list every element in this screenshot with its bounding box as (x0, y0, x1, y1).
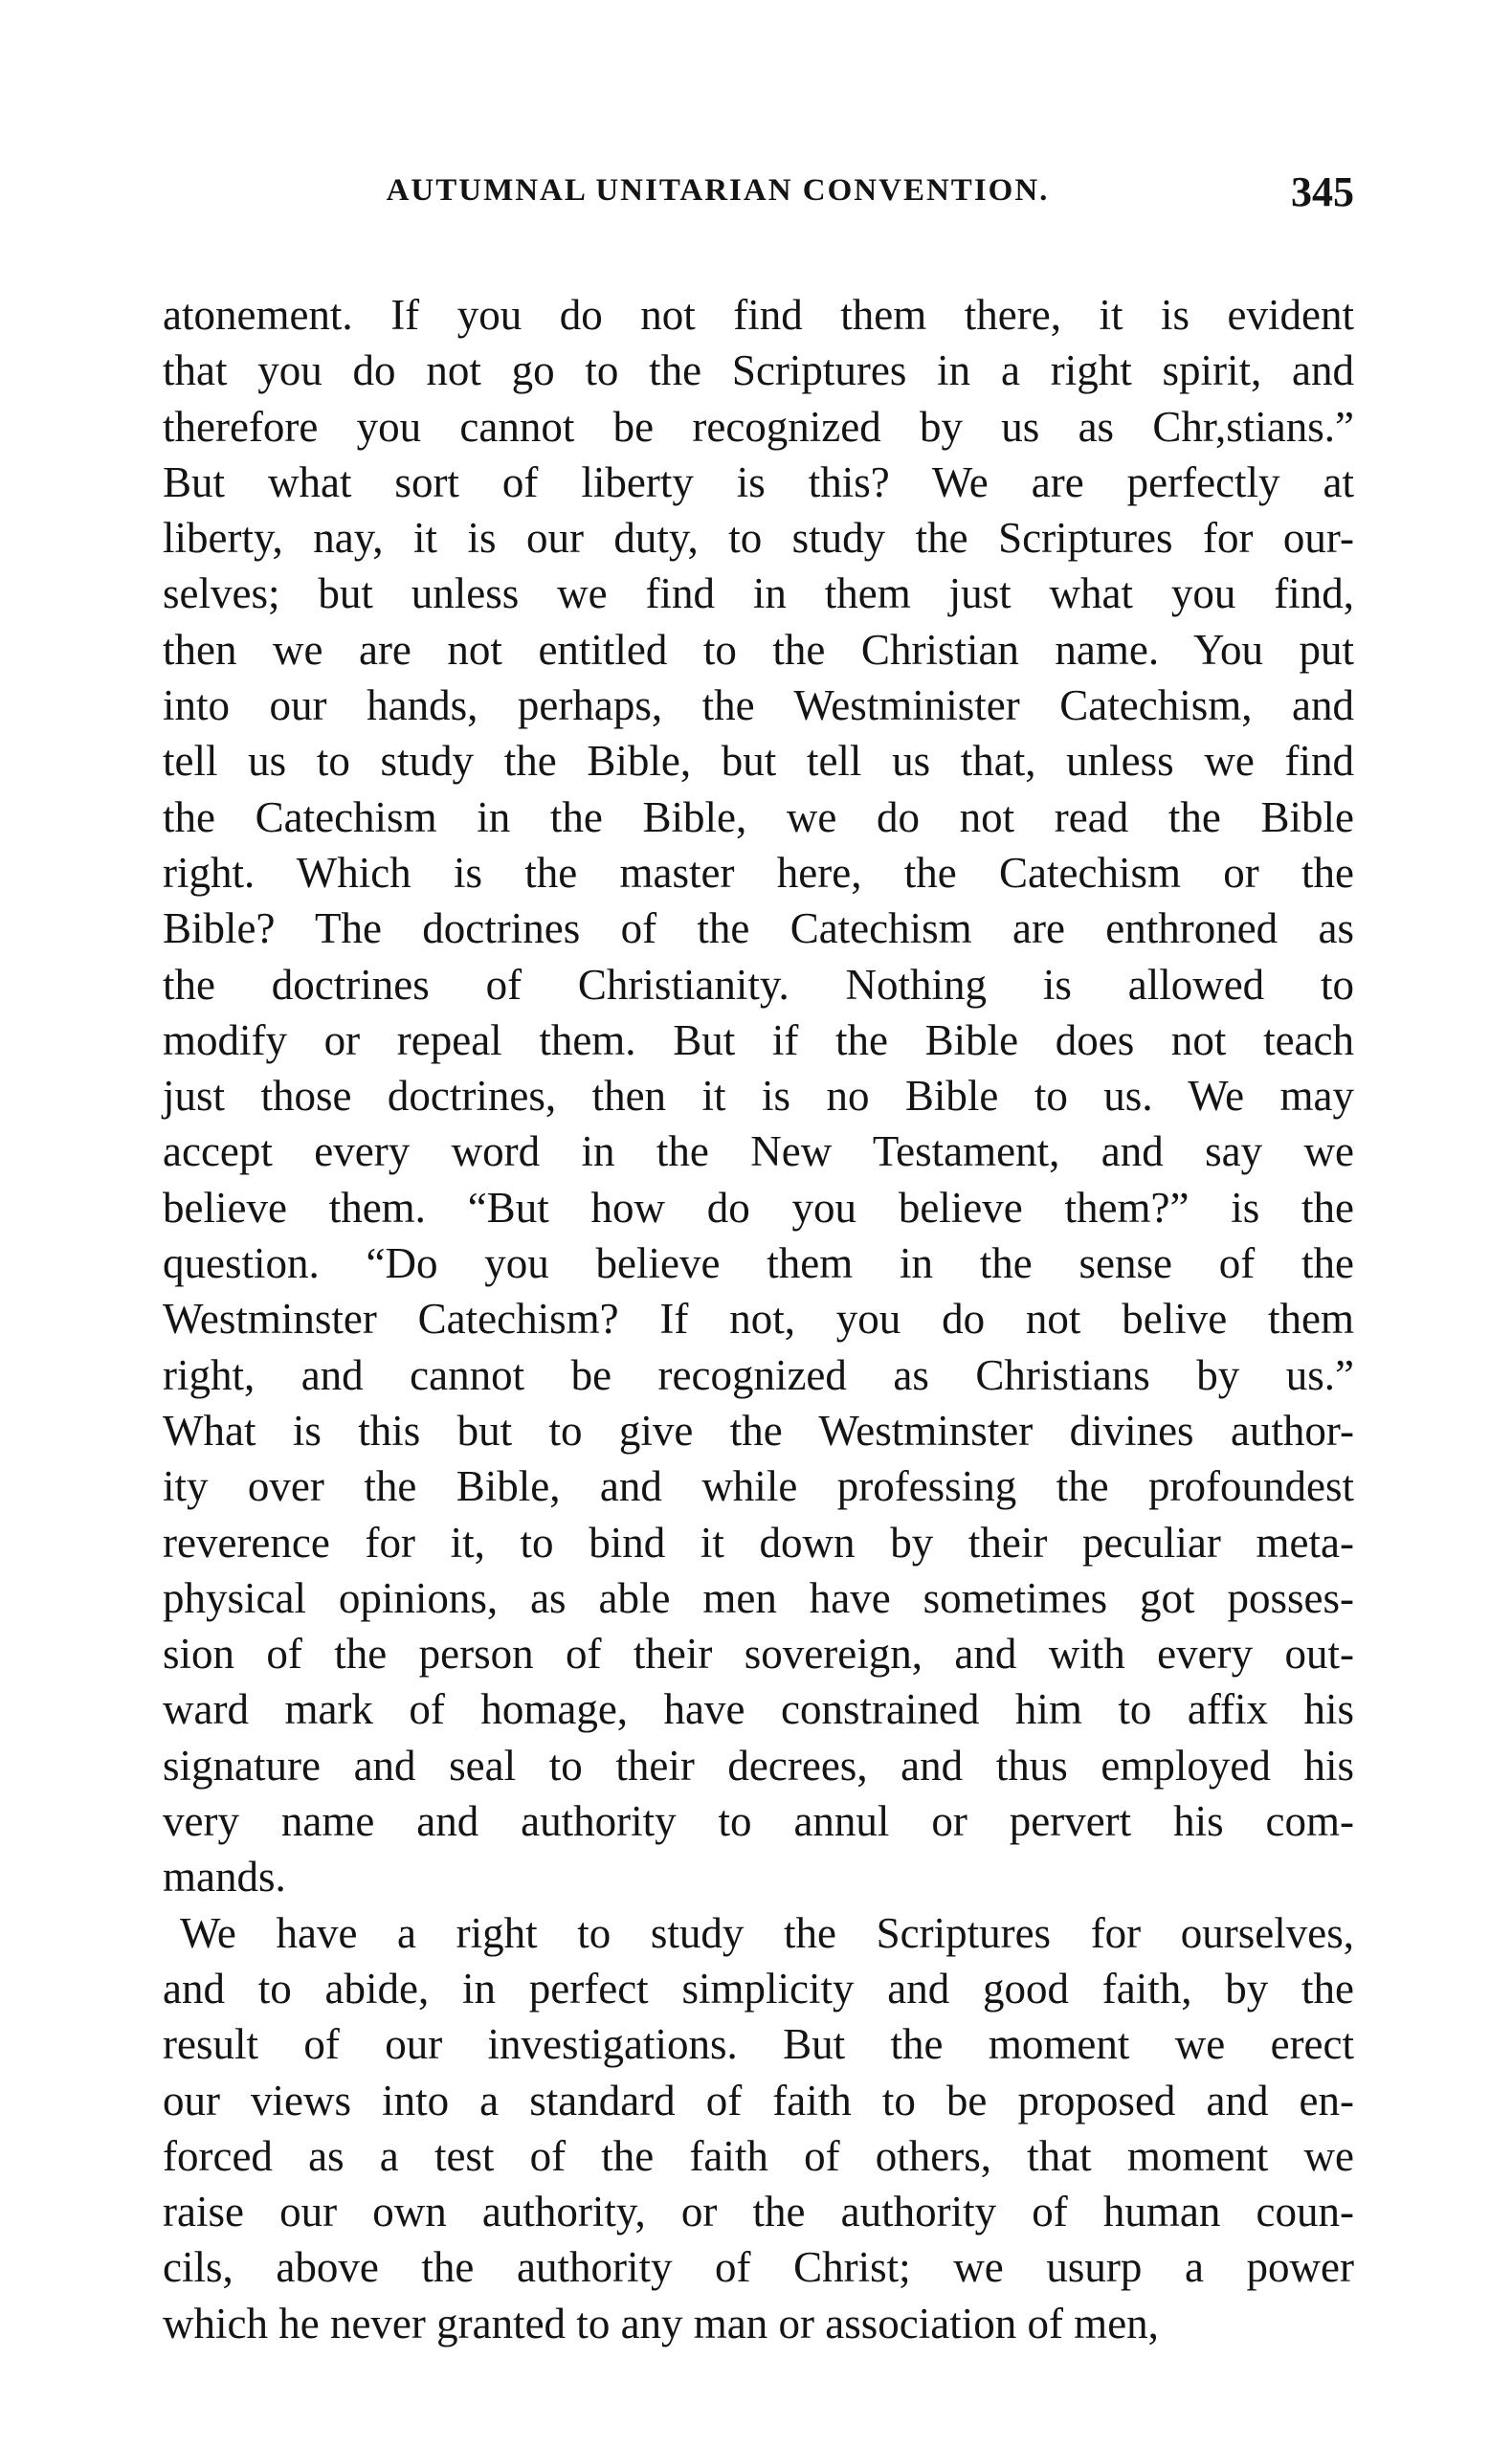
text-line: physical opinions, as able men have sometimes got posses- (163, 1573, 1354, 1622)
text-line: into our hands, perhaps, the Westminister Catechism, and (163, 681, 1354, 730)
text-line: ity over the Bible, and while professing the profoundest (163, 1462, 1354, 1511)
text-line: right, and cannot be recognized as Christians by us.” (163, 1350, 1354, 1399)
text-line: What is this but to give the Westminster divines author- (163, 1406, 1354, 1455)
text-line: selves; but unless we find in them just what you find, (163, 569, 1354, 618)
text-line: signature and seal to their decrees, and thus employed his (163, 1741, 1354, 1790)
text-line: Westminster Catechism? If not, you do not belive them (163, 1295, 1354, 1344)
text-line: Bible? The doctrines of the Catechism are enthroned as (163, 904, 1354, 953)
text-line: atonement. If you do not find them there, it is evident (163, 291, 1354, 339)
body-text (163, 287, 1354, 2351)
text-line: reverence for it, to bind it down by their peculiar meta- (163, 1518, 1354, 1567)
text-line: cils, above the authority of Christ; we usurp a power (163, 2243, 1354, 2292)
text-line: therefore you cannot be recognized by us as Chr,stians.” (163, 402, 1354, 451)
text-line: ward mark of homage, have constrained him to affix his (163, 1685, 1354, 1734)
text-line: right. Which is the master here, the Catechism or the (163, 848, 1354, 897)
text-line: just those doctrines, then it is no Bible to us. We may (163, 1072, 1354, 1121)
text-line: result of our investigations. But the moment we erect (163, 2020, 1354, 2069)
text-line: and to abide, in perfect simplicity and good faith, by the (163, 1964, 1354, 2013)
text-line: modify or repeal them. But if the Bible does not teach (163, 1015, 1354, 1064)
paragraph (163, 1905, 1354, 2351)
text-line: accept every word in the New Testament, and say we (163, 1127, 1354, 1176)
text-line: the Catechism in the Bible, we do not read the Bible (163, 792, 1354, 841)
text-line: tell us to study the Bible, but tell us that, unless we find (163, 737, 1354, 786)
text-line: liberty, nay, it is our duty, to study the Scriptures for our- (163, 514, 1354, 563)
text-line: our views into a standard of faith to be proposed and en- (163, 2076, 1354, 2124)
text-line: very name and authority to annul or pervert his com- (163, 1797, 1354, 1846)
text-line: then we are not entitled to the Christian name. You put (163, 625, 1354, 674)
text-line: question. “Do you believe them in the sense of the (163, 1239, 1354, 1288)
text-line: which he never granted to any man or association of men, (163, 2299, 1159, 2347)
text-line: sion of the person of their sovereign, and with every out- (163, 1630, 1354, 1679)
running-title: AUTUMNAL UNITARIAN CONVENTION. (386, 173, 1050, 208)
paragraph (163, 287, 1354, 1905)
text-line: the doctrines of Christianity. Nothing is allowed to (163, 960, 1354, 1009)
text-line: mands. (163, 1853, 286, 1902)
text-line: raise our own authority, or the authority of human coun- (163, 2188, 1354, 2236)
text-line: believe them. “But how do you believe them?” is the (163, 1183, 1354, 1232)
text-line: But what sort of liberty is this? We are perfectly at (163, 457, 1354, 506)
running-head (163, 167, 1354, 225)
text-line: We have a right to study the Scriptures for ourselves, (180, 1908, 1354, 1957)
text-line: forced as a test of the faith of others, that moment we (163, 2131, 1354, 2180)
text-line: that you do not go to the Scriptures in a right spirit, and (163, 346, 1354, 395)
page-number: 345 (1291, 168, 1354, 215)
